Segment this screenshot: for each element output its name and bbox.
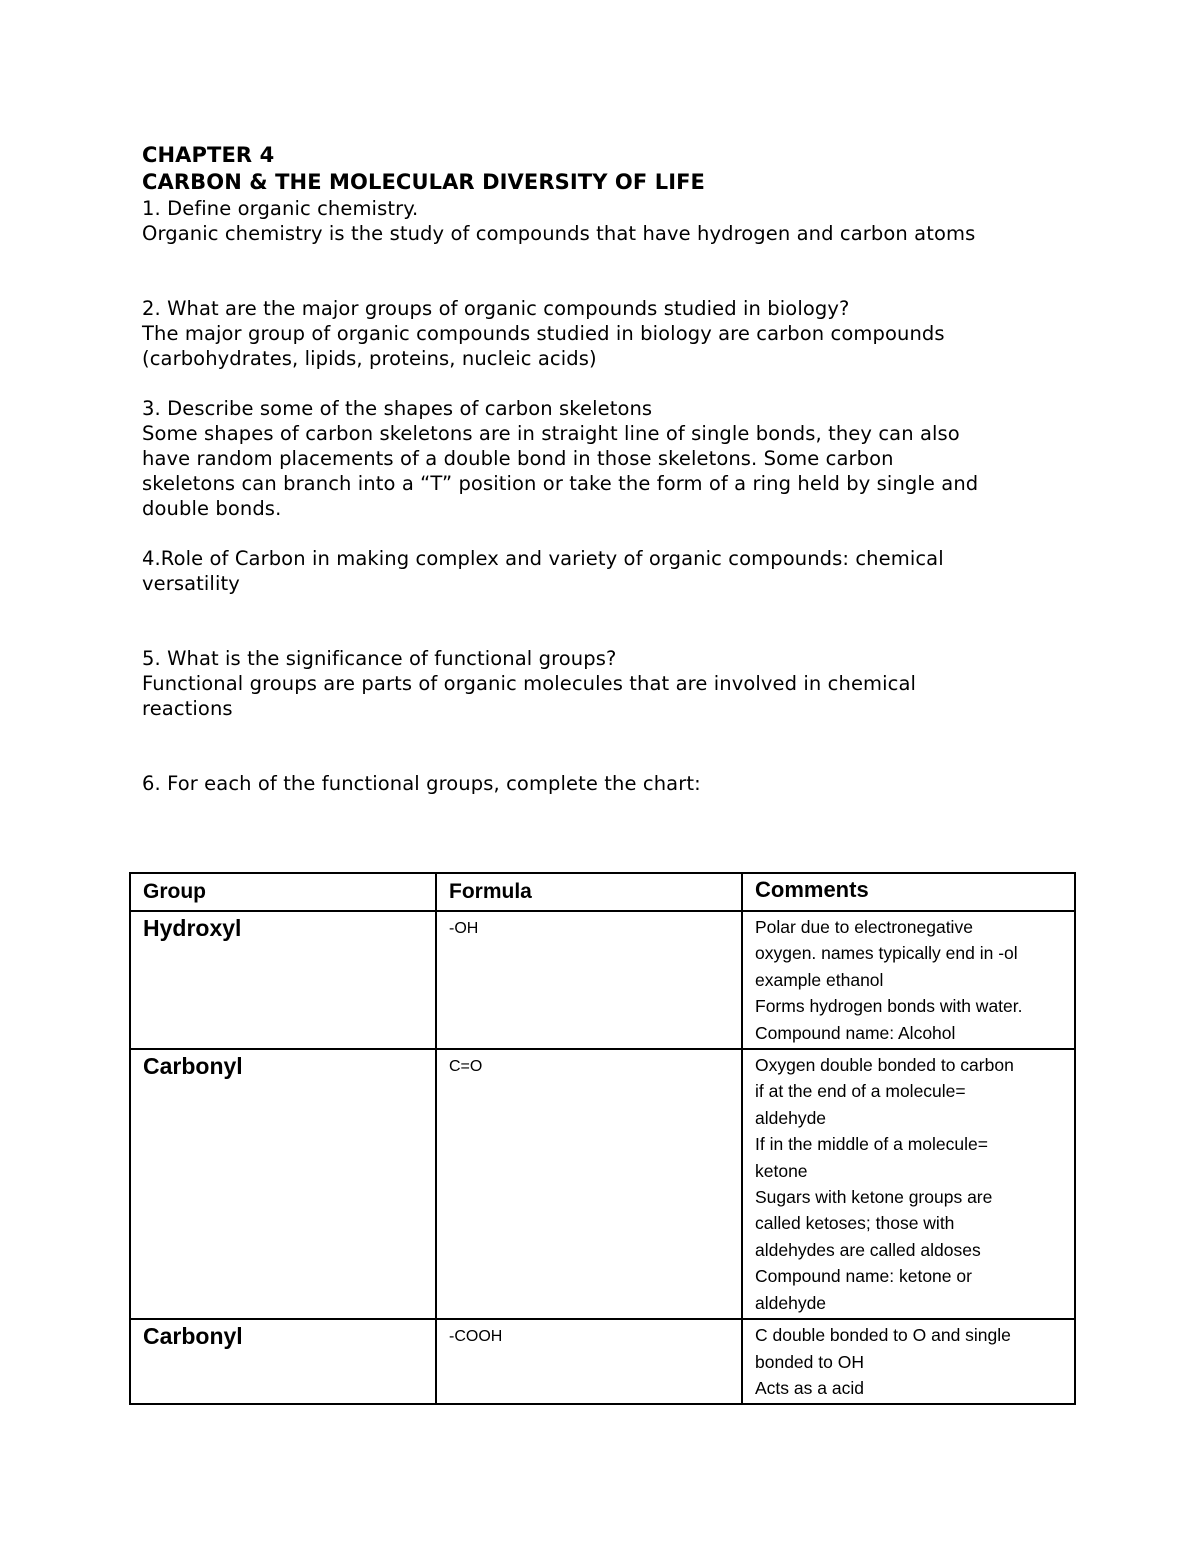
answer-line: double bonds. (142, 497, 282, 520)
table-header-row (130, 873, 1075, 911)
functional-groups-table (129, 872, 1076, 1405)
answer-line: The major group of organic compounds studied in biology are carbon compounds (142, 322, 945, 345)
comments-cell (742, 1049, 1075, 1319)
comment-line: Forms hydrogen bonds with water. (755, 996, 1023, 1017)
formula-text: C=O (449, 1058, 483, 1076)
comment-line: aldehydes are called aldoses (755, 1239, 981, 1260)
comment-line: ketone (755, 1160, 808, 1181)
comments-cell (742, 1319, 1075, 1404)
chapter-title: CARBON & THE MOLECULAR DIVERSITY OF LIFE (142, 170, 706, 194)
document-body (142, 142, 1072, 796)
comment-line: Polar due to electronegative (755, 917, 973, 937)
answer-line: Organic chemistry is the study of compounds that have hydrogen and carbon atoms (142, 222, 976, 245)
question-4 (142, 546, 1072, 596)
comment-line: if at the end of a molecule= (755, 1081, 966, 1102)
question-5 (142, 646, 1072, 721)
question-text: 6. For each of the functional groups, complete the chart: (142, 772, 701, 795)
comment-line: example ethanol (755, 969, 884, 990)
comment-line: C double bonded to O and single (755, 1325, 1011, 1346)
comments-cell (742, 911, 1075, 1049)
answer-line: versatility (142, 572, 240, 595)
answer-line: skeletons can branch into a “T” position or take the form of a ring held by single and (142, 472, 979, 495)
header-comments: Comments (742, 873, 1075, 911)
answer-line: Some shapes of carbon skeletons are in straight line of single bonds, they can also (142, 422, 960, 445)
comment-line: If in the middle of a molecule= (755, 1134, 988, 1155)
group-name: Carbonyl (143, 1323, 243, 1350)
answer-line: Functional groups are parts of organic molecules that are involved in chemical (142, 672, 917, 695)
formula-cell (436, 1049, 742, 1319)
answer-line: (carbohydrates, lipids, proteins, nucleic acids) (142, 347, 597, 370)
header-formula: Formula (436, 873, 742, 911)
question-3 (142, 396, 1072, 521)
answer-line: reactions (142, 697, 233, 720)
chapter-number: CHAPTER 4 (142, 143, 275, 167)
group-name: Carbonyl (143, 1053, 243, 1080)
comment-line: Oxygen double bonded to carbon (755, 1055, 1014, 1076)
table-row (130, 1049, 1075, 1319)
group-name: Hydroxyl (143, 915, 242, 941)
formula-text: -COOH (449, 1328, 503, 1346)
formula-cell (436, 1319, 742, 1404)
question-text: 2. What are the major groups of organic compounds studied in biology? (142, 297, 850, 320)
formula-text: -OH (449, 920, 479, 937)
question-text: 3. Describe some of the shapes of carbon skeletons (142, 397, 653, 420)
comment-line: aldehyde (755, 1292, 827, 1313)
comment-line: Sugars with ketone groups are (755, 1187, 993, 1208)
question-text: 4.Role of Carbon in making complex and variety of organic compounds: chemical (142, 547, 944, 570)
question-text: 5. What is the significance of functional groups? (142, 647, 617, 670)
header-group: Group (130, 873, 436, 911)
table-row (130, 1319, 1075, 1404)
answer-line: have random placements of a double bond in those skeletons. Some carbon (142, 447, 894, 470)
comment-line: bonded to OH (755, 1351, 864, 1372)
question-2 (142, 296, 1072, 371)
table-row (130, 911, 1075, 1049)
group-cell (130, 1049, 436, 1319)
group-cell (130, 911, 436, 1049)
comment-line: Compound name: Alcohol (755, 1022, 956, 1043)
comment-line: oxygen. names typically end in -ol (755, 943, 1018, 964)
question-text: 1. Define organic chemistry. (142, 197, 419, 220)
comment-line: called ketoses; those with (755, 1213, 955, 1234)
comment-line: Compound name: ketone or (755, 1266, 972, 1287)
group-cell (130, 1319, 436, 1404)
comment-line: aldehyde (755, 1107, 827, 1128)
question-6 (142, 771, 1072, 796)
question-1 (142, 196, 1072, 246)
comment-line: Acts as a acid (755, 1377, 864, 1398)
formula-cell (436, 911, 742, 1049)
